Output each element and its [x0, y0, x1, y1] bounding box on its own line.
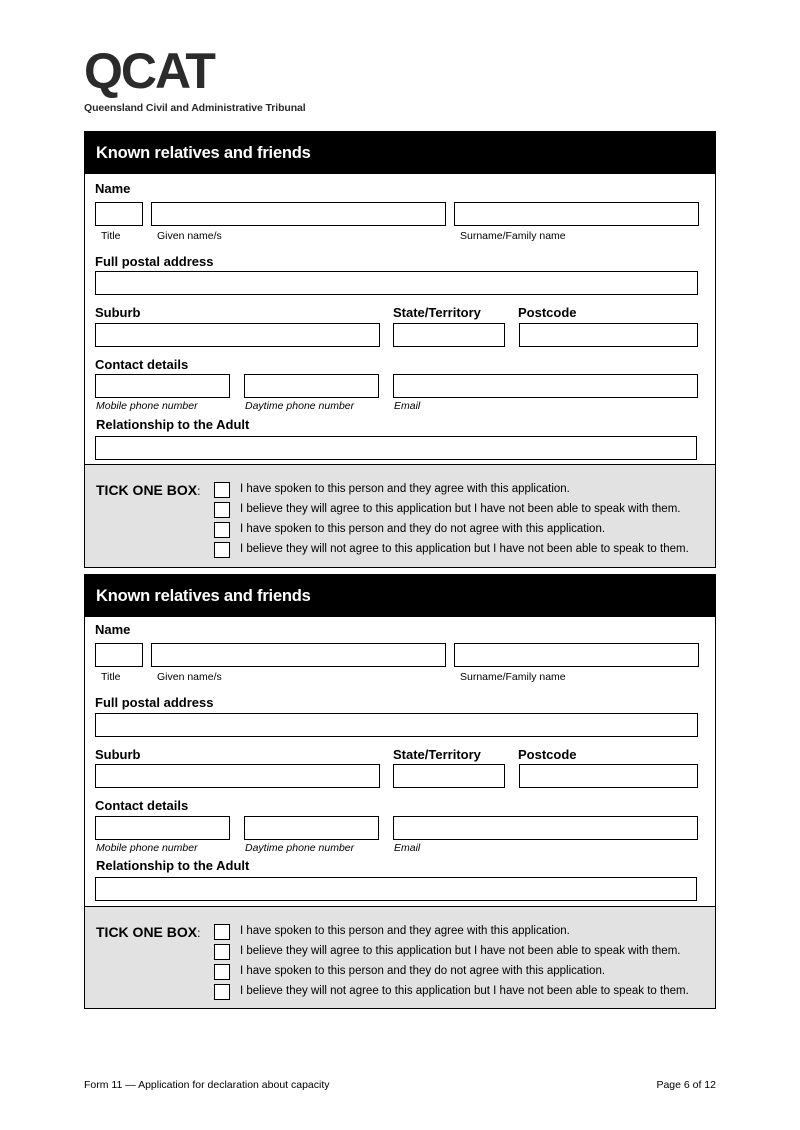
- section-title: Known relatives and friends: [96, 587, 311, 605]
- section-title: Known relatives and friends: [96, 144, 311, 162]
- address-label: Full postal address: [95, 695, 214, 710]
- address-label: Full postal address: [95, 254, 214, 269]
- title-caption: Title: [101, 671, 121, 683]
- email-caption: Email: [394, 400, 421, 412]
- suburb-field[interactable]: [95, 323, 380, 347]
- relative-friend-section-2: [84, 574, 716, 1009]
- section-header: [85, 575, 715, 617]
- option-text: I have spoken to this person and they agree with this application.: [240, 483, 570, 495]
- checkbox[interactable]: [214, 964, 230, 980]
- option-text: I believe they will not agree to this application but I have not been able to speak to them.: [240, 985, 689, 997]
- surname-caption: Surname/Family name: [460, 671, 566, 683]
- given-name-caption: Given name/s: [157, 230, 222, 242]
- option-text: I believe they will agree to this application but I have not been able to speak with them.: [240, 503, 681, 515]
- option-text: I believe they will not agree to this application but I have not been able to speak to them.: [240, 543, 689, 555]
- logo-mark: QCAT: [84, 43, 214, 99]
- name-label: Name: [95, 622, 131, 637]
- title-field[interactable]: [95, 202, 143, 226]
- qcat-logo: [84, 43, 306, 114]
- postal-address-field[interactable]: [95, 713, 698, 737]
- tick-box-area: [85, 464, 715, 567]
- tick-one-box-label: [96, 924, 200, 940]
- checkbox[interactable]: [214, 482, 230, 498]
- option-text: I have spoken to this person and they do not agree with this application.: [240, 965, 606, 977]
- checkbox[interactable]: [214, 542, 230, 558]
- mobile-phone-field[interactable]: [95, 374, 230, 398]
- state-field[interactable]: [393, 764, 505, 788]
- relationship-label: Relationship to the Adult: [96, 417, 250, 432]
- state-field[interactable]: [393, 323, 505, 347]
- suburb-label: Suburb: [95, 305, 141, 320]
- postcode-field[interactable]: [519, 764, 698, 788]
- given-name-field[interactable]: [151, 643, 446, 667]
- contact-label: Contact details: [95, 357, 189, 372]
- logo-subtitle: Queensland Civil and Administrative Tribunal: [84, 102, 306, 114]
- surname-field[interactable]: [454, 202, 699, 226]
- state-label: State/Territory: [393, 747, 481, 762]
- mobile-phone-caption: Mobile phone number: [96, 400, 198, 412]
- option-text: I believe they will agree to this application but I have not been able to speak with them.: [240, 945, 681, 957]
- relative-friend-section-1: [84, 131, 716, 568]
- tick-label-text: TICK ONE BOX: [96, 482, 198, 498]
- contact-label: Contact details: [95, 798, 189, 813]
- postcode-label: Postcode: [518, 305, 577, 320]
- option-text: I have spoken to this person and they do not agree with this application.: [240, 523, 606, 535]
- tick-one-box-label: [96, 482, 200, 498]
- mobile-phone-caption: Mobile phone number: [96, 842, 198, 854]
- relationship-field[interactable]: [95, 877, 697, 901]
- tick-box-area: [85, 906, 715, 1008]
- given-name-field[interactable]: [151, 202, 446, 226]
- surname-field[interactable]: [454, 643, 699, 667]
- daytime-phone-caption: Daytime phone number: [245, 842, 355, 854]
- postcode-label: Postcode: [518, 747, 577, 762]
- checkbox[interactable]: [214, 502, 230, 518]
- title-field[interactable]: [95, 643, 143, 667]
- tick-label-text: TICK ONE BOX: [96, 924, 198, 940]
- postcode-field[interactable]: [519, 323, 698, 347]
- checkbox[interactable]: [214, 522, 230, 538]
- email-caption: Email: [394, 842, 421, 854]
- postal-address-field[interactable]: [95, 271, 698, 295]
- mobile-phone-field[interactable]: [95, 816, 230, 840]
- checkbox[interactable]: [214, 924, 230, 940]
- suburb-label: Suburb: [95, 747, 141, 762]
- state-label: State/Territory: [393, 305, 481, 320]
- daytime-phone-field[interactable]: [244, 374, 379, 398]
- title-caption: Title: [101, 230, 121, 242]
- name-label: Name: [95, 181, 131, 196]
- daytime-phone-field[interactable]: [244, 816, 379, 840]
- checkbox[interactable]: [214, 944, 230, 960]
- checkbox[interactable]: [214, 984, 230, 1000]
- footer-form-name: Form 11 — Application for declaration about capacity: [84, 1079, 330, 1091]
- email-field[interactable]: [393, 374, 698, 398]
- relationship-field[interactable]: [95, 436, 697, 460]
- relationship-label: Relationship to the Adult: [96, 858, 250, 873]
- footer-page-number: Page 6 of 12: [656, 1079, 716, 1091]
- given-name-caption: Given name/s: [157, 671, 222, 683]
- suburb-field[interactable]: [95, 764, 380, 788]
- tick-label-colon: :: [197, 484, 201, 498]
- option-text: I have spoken to this person and they agree with this application.: [240, 925, 570, 937]
- section-header: [85, 132, 715, 174]
- daytime-phone-caption: Daytime phone number: [245, 400, 355, 412]
- email-field[interactable]: [393, 816, 698, 840]
- tick-label-colon: :: [197, 926, 201, 940]
- surname-caption: Surname/Family name: [460, 230, 566, 242]
